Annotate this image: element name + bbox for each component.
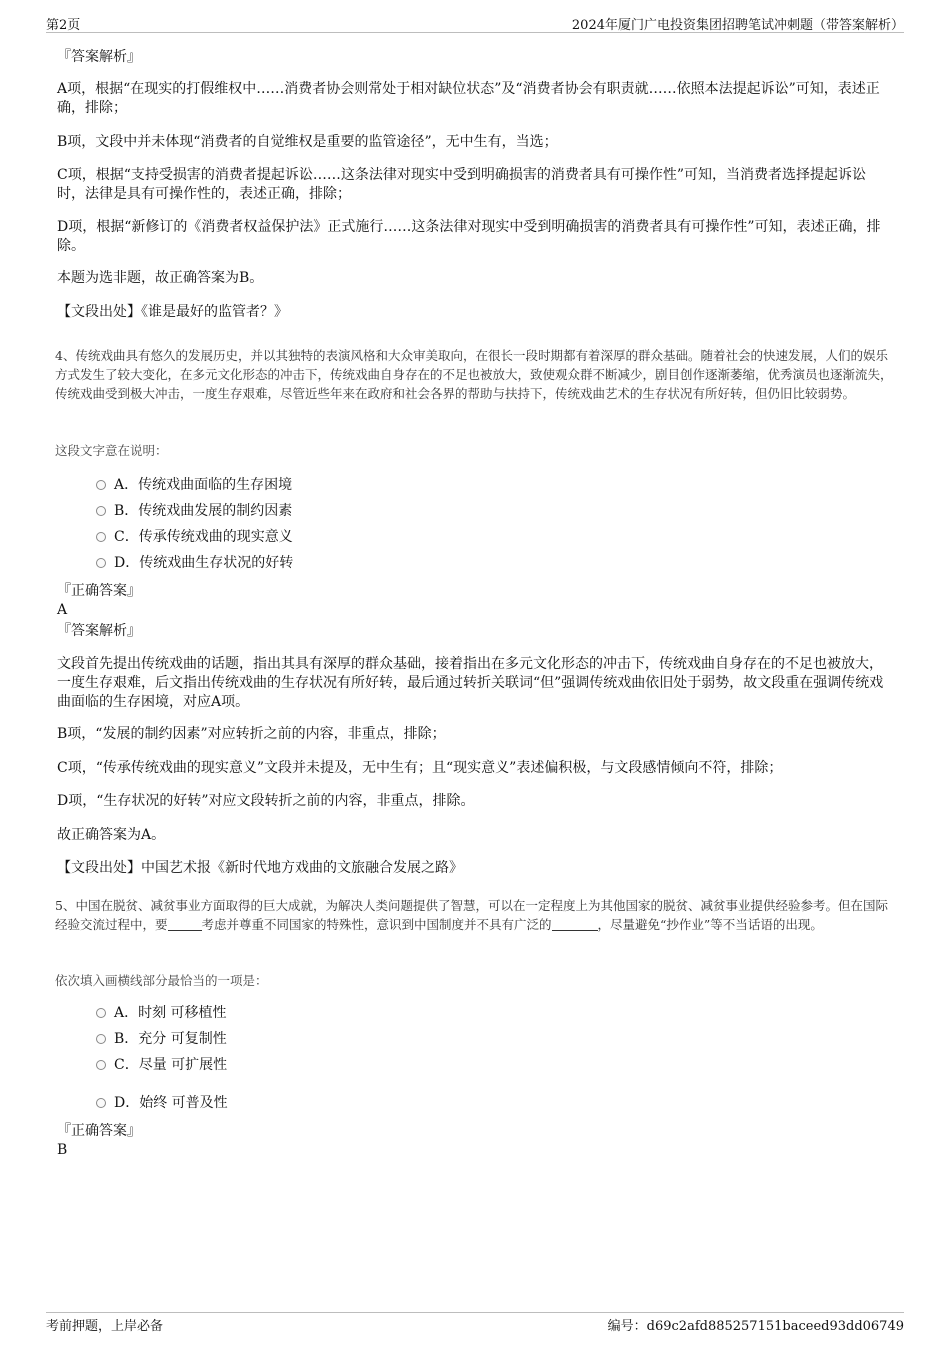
radio-icon[interactable] (96, 1034, 106, 1044)
q5-answer-label: 『正确答案』 (57, 1123, 141, 1139)
q4-option-a[interactable] (96, 475, 292, 495)
radio-icon[interactable] (96, 558, 106, 568)
q4-option-b[interactable] (96, 501, 292, 521)
radio-icon[interactable] (96, 480, 106, 490)
q5-option-c-label: C．尽量 可扩展性 (114, 1057, 228, 1073)
q4-option-d[interactable] (96, 553, 293, 573)
page-footer (46, 1312, 904, 1333)
radio-icon[interactable] (96, 506, 106, 516)
radio-icon[interactable] (96, 1098, 106, 1108)
radio-icon[interactable] (96, 1008, 106, 1018)
q4-analysis-main: 文段首先提出传统戏曲的话题，指出其具有深厚的群众基础，接着指出在多元文化形态的冲击下，传统戏曲自身存在的不足也被放大，一度生存艰难，后文指出传统戏曲的生存状况有所好转，最后通过转折关联词“但”强调传统戏曲依旧处于弱势，故文段重在强调传统戏曲面临的生存困境，对应A项。 (57, 656, 884, 710)
q3-analysis-label: 『答案解析』 (57, 49, 141, 65)
q5-option-d-label: D．始终 可普及性 (114, 1095, 228, 1111)
q5-blank-1 (168, 918, 202, 931)
q4-analysis-c: C项，“传承传统戏曲的现实意义”文段并未提及，无中生有；且“现实意义”表述偏积极，与文段感情倾向不符，排除； (57, 760, 783, 776)
footer-serial: 编号：d69c2afd885257151baceed93dd06749 (607, 1319, 904, 1334)
q4-option-a-label: A．传统戏曲面临的生存困境 (114, 477, 293, 493)
q3-analysis-b: B项，文段中并未体现“消费者的自觉维权是重要的监管途径”，无中生有，当选； (57, 134, 558, 150)
q3-conclusion: 本题为选非题，故正确答案为B。 (57, 270, 264, 286)
radio-icon[interactable] (96, 1060, 106, 1070)
q5-stem-part3: ，尽量避免“抄作业”等不当话语的出现。 (597, 917, 823, 932)
q5-option-d[interactable] (96, 1093, 228, 1113)
q4-analysis-d: D项，“生存状况的好转”对应文段转折之前的内容，非重点，排除。 (57, 793, 475, 809)
q5-prompt: 依次填入画横线部分最恰当的一项是： (55, 973, 268, 988)
q4-option-c[interactable] (96, 527, 293, 547)
q3-analysis-c: C项，根据“支持受损害的消费者提起诉讼……这条法律对现实中受到明确损害的消费者具有可操作性”可知，当消费者选择提起诉讼时，法律是具有可操作性的，表述正确，排除； (57, 167, 867, 202)
q5-blank-2 (552, 918, 598, 931)
q5-option-c[interactable] (96, 1055, 227, 1075)
q3-source: 【文段出处】《谁是最好的监管者？》 (57, 304, 288, 320)
radio-icon[interactable] (96, 532, 106, 542)
q5-option-a[interactable] (96, 1003, 227, 1023)
q4-analysis-label: 『答案解析』 (57, 623, 141, 639)
q4-prompt: 这段文字意在说明： (55, 443, 168, 458)
q5-option-b-label: B．充分 可复制性 (114, 1031, 227, 1047)
q3-analysis-d: D项，根据“新修订的《消费者权益保护法》正式施行……这条法律对现实中受到明确损害的消费者具有可操作性”可知，表述正确，排除。 (57, 219, 881, 254)
page-header (46, 14, 904, 33)
q4-source: 【文段出处】中国艺术报《新时代地方戏曲的文旅融合发展之路》 (57, 860, 463, 876)
q4-answer: A (57, 602, 68, 618)
q5-stem-part2: 考虑并尊重不同国家的特殊性，意识到中国制度并不具有广泛的 (201, 917, 552, 932)
q4-option-b-label: B．传统戏曲发展的制约因素 (114, 503, 293, 519)
q5-answer: B (57, 1142, 68, 1158)
q4-option-c-label: C．传承传统戏曲的现实意义 (114, 529, 293, 545)
q3-analysis-a: A项，根据“在现实的打假维权中……消费者协会则常处于相对缺位状态”及“消费者协会有职责就……依照本法提起诉讼”可知，表述正确，排除； (57, 81, 880, 116)
q4-option-d-label: D．传统戏曲生存状况的好转 (114, 555, 294, 571)
q5-option-a-label: A．时刻 可移植性 (114, 1005, 227, 1021)
q5-stem (55, 896, 895, 934)
q4-conclusion: 故正确答案为A。 (57, 827, 166, 843)
q5-stem-part1: 5、中国在脱贫、减贫事业方面取得的巨大成就，为解决人类问题提供了智慧，可以在一定程度上为其他国家的脱贫、减贫事业提供经验参考。但在国际经验交流过程中，要 (55, 898, 888, 932)
q4-stem: 4、传统戏曲具有悠久的发展历史，并以其独特的表演风格和大众审美取向，在很长一段时期都有着深厚的群众基础。随着社会的快速发展，人们的娱乐方式发生了较大变化，在多元文化形态的冲击下，传统戏曲自身存在的不足也被放大，致使观众群不断减少，剧目创作逐渐萎缩，优秀演员也逐渐流失，传统戏曲受到极大冲击，一度生存艰难，尽管近些年来在政府和社会各界的帮助与扶持下，传统戏曲艺术的生存状况有所好转，但仍旧比较弱势。 (55, 348, 893, 401)
q5-option-b[interactable] (96, 1029, 227, 1049)
q4-answer-label: 『正确答案』 (57, 583, 141, 599)
q4-analysis-b: B项，“发展的制约因素”对应转折之前的内容，非重点，排除； (57, 726, 446, 742)
page-number: 第2页 (46, 18, 81, 33)
footer-slogan: 考前押题，上岸必备 (46, 1319, 164, 1334)
document-title: 2024年厦门广电投资集团招聘笔试冲刺题（带答案解析） (571, 18, 904, 33)
